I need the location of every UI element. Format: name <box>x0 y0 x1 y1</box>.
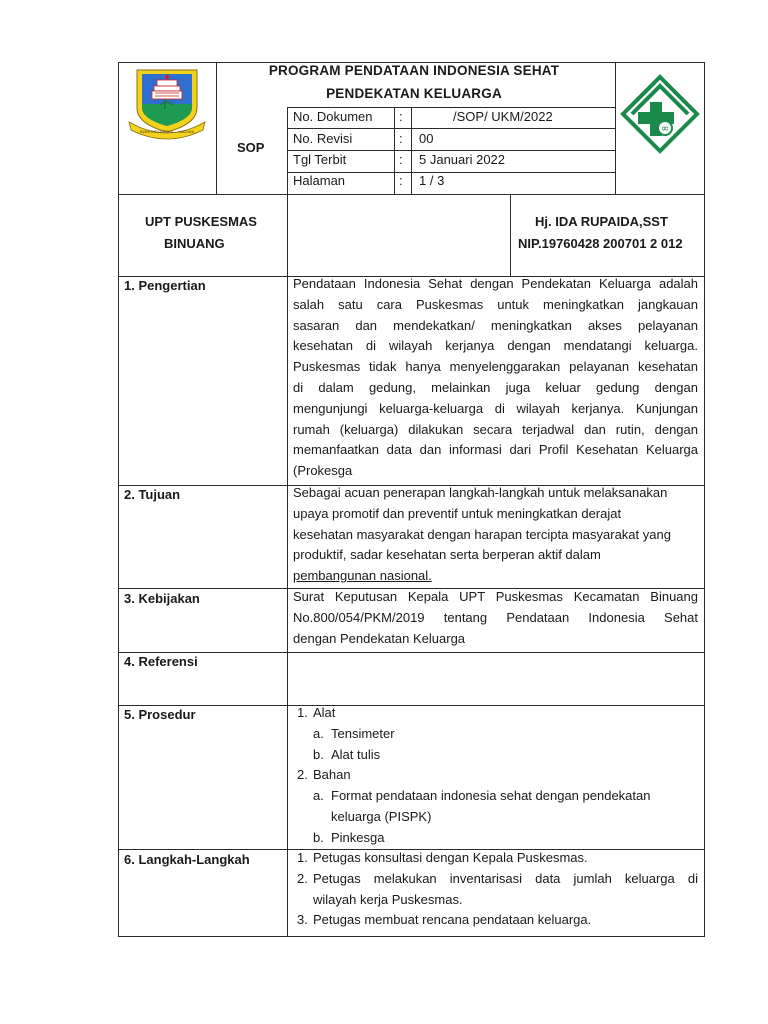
list-text: Petugas melakukan inventarisasi data jumlah keluarga di <box>313 870 698 886</box>
meta-separator: : <box>399 173 403 188</box>
divider <box>287 194 288 276</box>
divider <box>216 62 217 194</box>
meta-value: 1 / 3 <box>419 173 445 188</box>
text-line: produktif, sadar kesehatan serta berperan aktif dalam <box>293 547 601 563</box>
organization-name: UPT PUSKESMAS <box>145 214 257 229</box>
meta-separator: : <box>399 109 403 124</box>
list-marker: b. <box>313 829 324 845</box>
signer-nip: NIP.19760428 200701 2 012 <box>518 236 683 251</box>
section-text <box>293 483 698 587</box>
list-marker: a. <box>313 725 324 741</box>
text-line: rumah (keluarga) dilakukan secara terjadwal dan rutin, dengan <box>293 421 698 437</box>
steps-list <box>293 848 698 931</box>
section-text <box>293 587 698 649</box>
list-text: Alat <box>313 705 336 720</box>
border-bottom <box>118 936 705 937</box>
section-label: 2. Tujuan <box>124 487 181 502</box>
section-label: 6. Langkah-Langkah <box>124 852 250 867</box>
section-label: 5. Prosedur <box>124 707 196 722</box>
divider <box>615 62 616 194</box>
list-marker: 1. <box>297 850 308 865</box>
text-line: upaya promotif dan preventif untuk meningkatkan derajat <box>293 505 622 521</box>
list-item <box>293 848 698 869</box>
text-line: memanfaatkan data dan informasi dari Profil Kesehatan Keluarga <box>293 442 698 458</box>
divider <box>287 128 615 129</box>
text-line <box>293 566 698 587</box>
regency-emblem-logo <box>127 64 207 140</box>
list-text: Pinkesga <box>331 829 385 845</box>
section-text <box>293 274 698 482</box>
list-marker: b. <box>313 746 324 762</box>
text-line: kesehatan di wilayah kerjanya dengan mendatangi keluarga. <box>293 338 698 354</box>
procedure-list <box>293 703 698 849</box>
text-line: Surat Keputusan Kepala UPT Puskesmas Kecamatan Binuang <box>293 589 698 604</box>
list-marker: 1. <box>297 705 308 720</box>
section-label: 1. Pengertian <box>124 278 206 293</box>
underlined-text: pembangunan nasional. <box>293 568 432 584</box>
divider <box>118 652 705 653</box>
divider <box>287 150 615 151</box>
section-label: 3. Kebijakan <box>124 591 200 606</box>
meta-label: Halaman <box>293 173 346 188</box>
signer-name: Hj. IDA RUPAIDA,SST <box>535 214 668 229</box>
section-label: 4. Referensi <box>124 654 198 669</box>
list-item <box>293 828 698 849</box>
list-marker: 2. <box>297 870 308 886</box>
list-marker: 3. <box>297 912 308 928</box>
puskesmas-logo <box>620 74 700 156</box>
list-item <box>293 745 698 766</box>
list-text: Tensimeter <box>331 725 395 741</box>
text-line: (Prokesga <box>293 463 353 479</box>
list-text: Bahan <box>313 767 351 783</box>
meta-label: No. Revisi <box>293 131 353 146</box>
list-marker: 2. <box>297 767 308 783</box>
list-text: Alat tulis <box>331 746 381 762</box>
divider <box>118 194 705 195</box>
list-item <box>293 703 698 724</box>
text-line: di dalam gedung, melainkan juga keluar gedung dengan <box>293 379 698 395</box>
list-text: keluarga (PISPK) <box>331 808 432 824</box>
meta-value: 5 Januari 2022 <box>419 152 506 167</box>
list-text: wilayah kerja Puskesmas. <box>313 891 463 907</box>
text-line: salah satu cara Puskesmas untuk meningkatkan jangkauan <box>293 296 698 312</box>
list-item <box>293 765 698 786</box>
list-item <box>293 786 698 807</box>
text-line: Sebagai acuan penerapan langkah-langkah untuk melaksanakan <box>293 485 668 500</box>
meta-label: No. Dokumen <box>293 109 373 124</box>
list-item <box>293 869 698 890</box>
text-line: Puskesmas tidak hanya menyelenggarakan pelayanan kesehatan <box>293 359 698 375</box>
divider <box>510 194 511 276</box>
document-title-line-1: PROGRAM PENDATAAN INDONESIA SEHAT <box>268 63 560 78</box>
text-line: Pendataan Indonesia Sehat dengan Pendekatan Keluarga adalah <box>293 276 698 291</box>
divider <box>287 107 615 108</box>
organization-name: BINUANG <box>164 236 225 251</box>
list-item <box>293 724 698 745</box>
text-line: mengunjungi keluarga-keluarga di wilayah kerjanya. Kunjungan <box>293 400 698 416</box>
document-title-line-2: PENDEKATAN KELUARGA <box>326 86 502 101</box>
puskesmas-logo-mark: ∞ <box>660 123 670 135</box>
divider <box>287 276 288 937</box>
meta-separator: : <box>399 152 403 167</box>
text-line: dengan Pendekatan Keluarga <box>293 630 466 646</box>
list-text: Petugas konsultasi dengan Kepala Puskesmas. <box>313 850 588 865</box>
text-line: kesehatan masyarakat dengan harapan tercipta masyarakat yang <box>293 526 671 542</box>
text-line: No.800/054/PKM/2019 tentang Pendataan Indonesia Sehat <box>293 609 698 625</box>
emblem-ribbon-text: BUMI INDONESIA ... MADANI <box>139 129 195 134</box>
list-item <box>293 910 698 931</box>
list-marker: a. <box>313 788 324 804</box>
list-text: Petugas membuat rencana pendataan keluarga. <box>313 912 592 928</box>
list-item <box>293 890 698 911</box>
text-line: sasaran dan mendekatkan/ meningkatkan akses pelayanan <box>293 317 698 333</box>
meta-label: Tgl Terbit <box>293 152 347 167</box>
sop-label: SOP <box>237 140 265 155</box>
meta-separator: : <box>399 131 403 146</box>
meta-value: /SOP/ UKM/2022 <box>453 109 553 124</box>
list-text: Format pendataan indonesia sehat dengan pendekatan <box>331 788 651 804</box>
meta-value: 00 <box>419 131 434 146</box>
list-item <box>293 807 698 828</box>
